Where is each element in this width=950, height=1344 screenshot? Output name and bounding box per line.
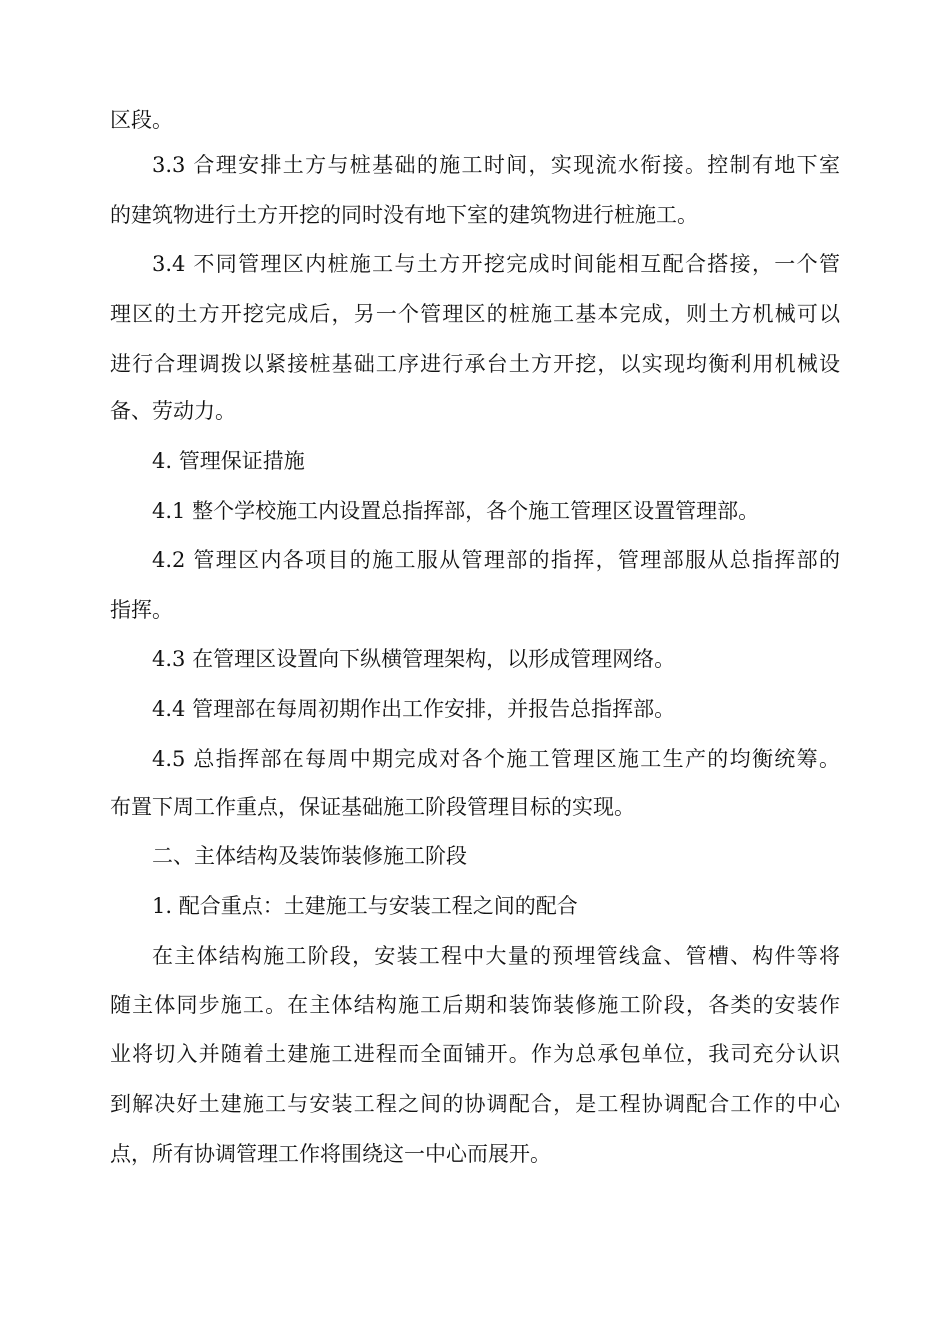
paragraph-line: 的建筑物进行土方开挖的同时没有地下室的建筑物进行桩施工。 bbox=[110, 203, 698, 227]
paragraph-line: 3.3 合理安排土方与桩基础的施工时间，实现流水衔接。控制有地下室 bbox=[152, 153, 840, 177]
paragraph-line: 区段。 bbox=[110, 108, 173, 132]
paragraph-line: 4.2 管理区内各项目的施工服从管理部的指挥，管理部服从总指挥部的 bbox=[152, 548, 840, 572]
paragraph-line: 随主体同步施工。在主体结构施工后期和装饰装修施工阶段，各类的安装作 bbox=[110, 993, 840, 1017]
paragraph-line: 4.4 管理部在每周初期作出工作安排，并报告总指挥部。 bbox=[152, 697, 676, 721]
paragraph-line: 指挥。 bbox=[110, 598, 173, 622]
paragraph-line: 业将切入并随着土建施工进程而全面铺开。作为总承包单位，我司充分认识 bbox=[110, 1042, 840, 1066]
paragraph-line: 进行合理调拨以紧接桩基础工序进行承台土方开挖，以实现均衡利用机械设 bbox=[110, 352, 840, 376]
paragraph-line: 4.1 整个学校施工内设置总指挥部，各个施工管理区设置管理部。 bbox=[152, 499, 760, 523]
section-heading: 4. 管理保证措施 bbox=[152, 449, 305, 473]
paragraph-line: 备、劳动力。 bbox=[110, 399, 236, 423]
paragraph-line: 布置下周工作重点，保证基础施工阶段管理目标的实现。 bbox=[110, 795, 635, 819]
subsection-heading: 1. 配合重点：土建施工与安装工程之间的配合 bbox=[152, 894, 578, 918]
paragraph-line: 3.4 不同管理区内桩施工与土方开挖完成时间能相互配合搭接，一个管 bbox=[152, 252, 840, 276]
paragraph-line: 到解决好土建施工与安装工程之间的协调配合，是工程协调配合工作的中心 bbox=[110, 1092, 840, 1116]
section-heading: 二、主体结构及装饰装修施工阶段 bbox=[152, 844, 467, 868]
paragraph-line: 在主体结构施工阶段，安装工程中大量的预埋管线盒、管槽、构件等将 bbox=[152, 944, 840, 968]
paragraph-line: 理区的土方开挖完成后，另一个管理区的桩施工基本完成，则土方机械可以 bbox=[110, 302, 840, 326]
paragraph-line: 4.3 在管理区设置向下纵横管理架构，以形成管理网络。 bbox=[152, 647, 676, 671]
paragraph-line: 4.5 总指挥部在每周中期完成对各个施工管理区施工生产的均衡统筹。 bbox=[152, 747, 840, 771]
paragraph-line: 点，所有协调管理工作将围绕这一中心而展开。 bbox=[110, 1142, 551, 1166]
